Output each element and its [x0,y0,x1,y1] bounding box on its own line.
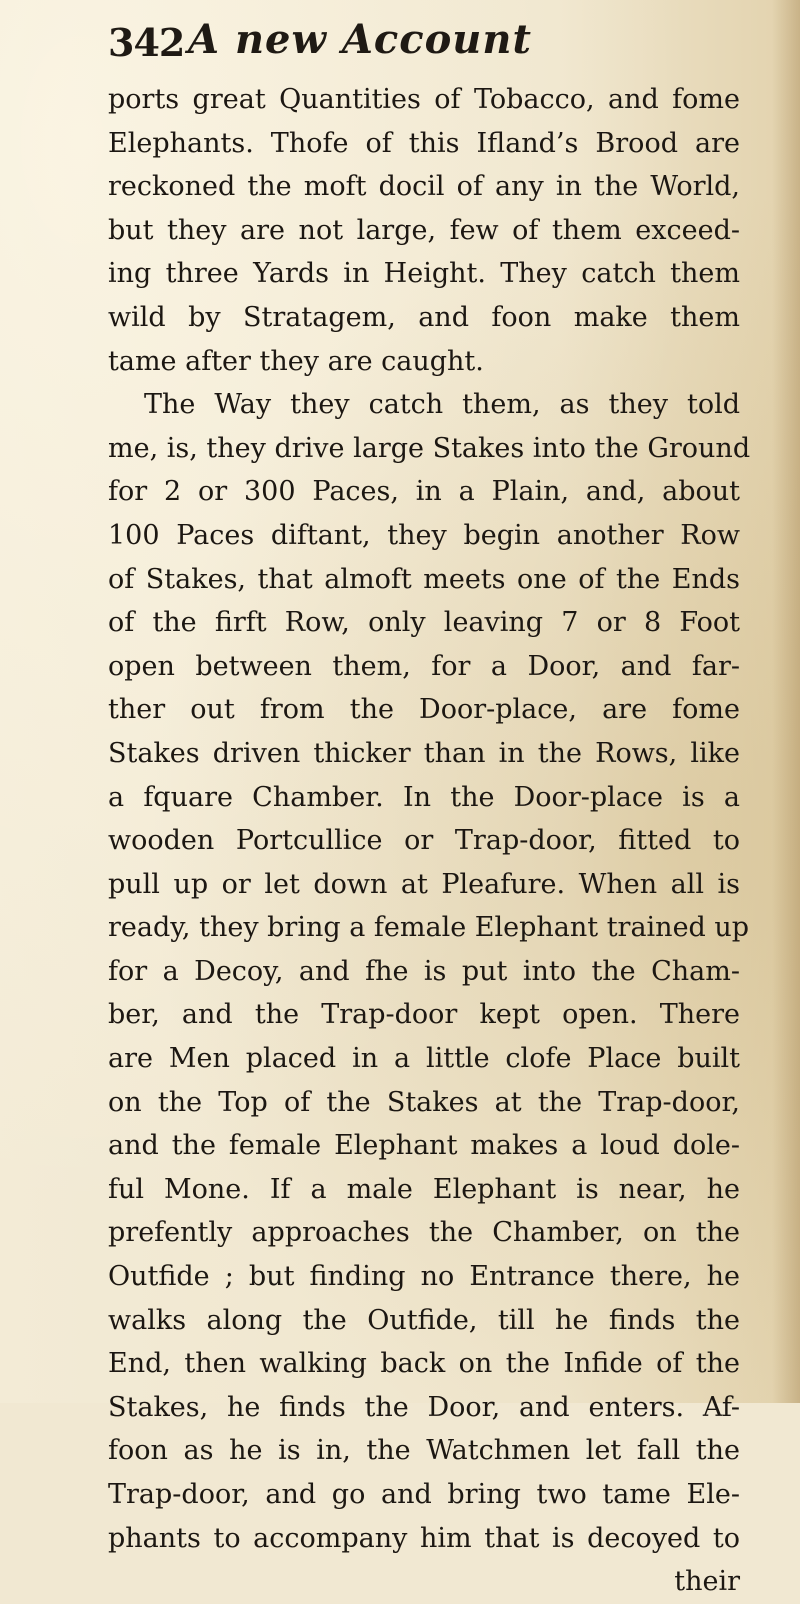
body-text [108,78,751,1604]
text-line: ther out from the Door-place, are fome [108,694,740,726]
text-line: but they are not large, few of them exceed- [108,214,740,246]
text-line: The Way they catch them, as they told [144,389,740,421]
text-line: reckoned the moft docil of any in the World, [108,171,740,203]
text-line: ful Mone. If a male Elephant is near, he [108,1173,740,1205]
text-line: a fquare Chamber. In the Door-place is a [108,781,740,813]
text-line: ports great Quantities of Tobacco, and fome [108,84,740,115]
text-line: Elephants. Thofe of this Ifland’s Brood are [108,127,740,159]
text-line: End, then walking back on the Infide of the [108,1348,740,1380]
text-line: Stakes driven thicker than in the Rows, like [108,737,740,769]
text-line: prefently approaches the Chamber, on the [108,1217,740,1249]
text-line: Trap-door, and go and bring two tame Ele- [108,1479,740,1510]
page-edge-shadow [772,0,800,1403]
text-line: Stakes, he finds the Door, and enters. Af- [108,1391,740,1423]
text-line: open between them, for a Door, and far- [108,650,740,682]
text-line: and the female Elephant makes a loud dole- [108,1130,740,1162]
text-line: foon as he is in, the Watchmen let fall the [108,1435,740,1467]
text-line: ber, and the Trap-door kept open. There [108,999,740,1031]
text-line: on the Top of the Stakes at the Trap-door, [108,1086,740,1118]
text-line: walks along the Outfide, till he finds the [108,1304,740,1336]
text-line: Outfide ; but finding no Entrance there, he [108,1261,740,1293]
text-line: pull up or let down at Pleafure. When all is [108,868,740,900]
text-line: 100 Paces diftant, they begin another Row [108,519,740,551]
text-line: ing three Yards in Height. They catch them [108,258,740,290]
text-line: wooden Portcullice or Trap-door, fitted to [108,825,740,857]
text-line: ready, they bring a female Elephant trained up [108,912,750,944]
text-line: for a Decoy, and fhe is put into the Cham- [108,955,740,987]
text-line: are Men placed in a little clofe Place built [108,1043,740,1075]
text-line: tame after they are caught. [108,345,484,377]
text-line: of Stakes, that almoft meets one of the Ends [108,563,740,595]
text-line: of the firft Row, only leaving 7 or 8 Foot [108,607,740,639]
catchword: their [674,1566,740,1598]
text-line: me, is, they drive large Stakes into the Ground [108,432,751,464]
page-number: 342 [108,20,185,65]
text-line: wild by Stratagem, and foon make them [108,301,740,333]
text-line: for 2 or 300 Paces, in a Plain, and, about [108,476,740,508]
text-line: phants to accompany him that is decoyed to [108,1522,740,1554]
running-head: A new Account [188,16,532,63]
page-header [108,14,728,74]
